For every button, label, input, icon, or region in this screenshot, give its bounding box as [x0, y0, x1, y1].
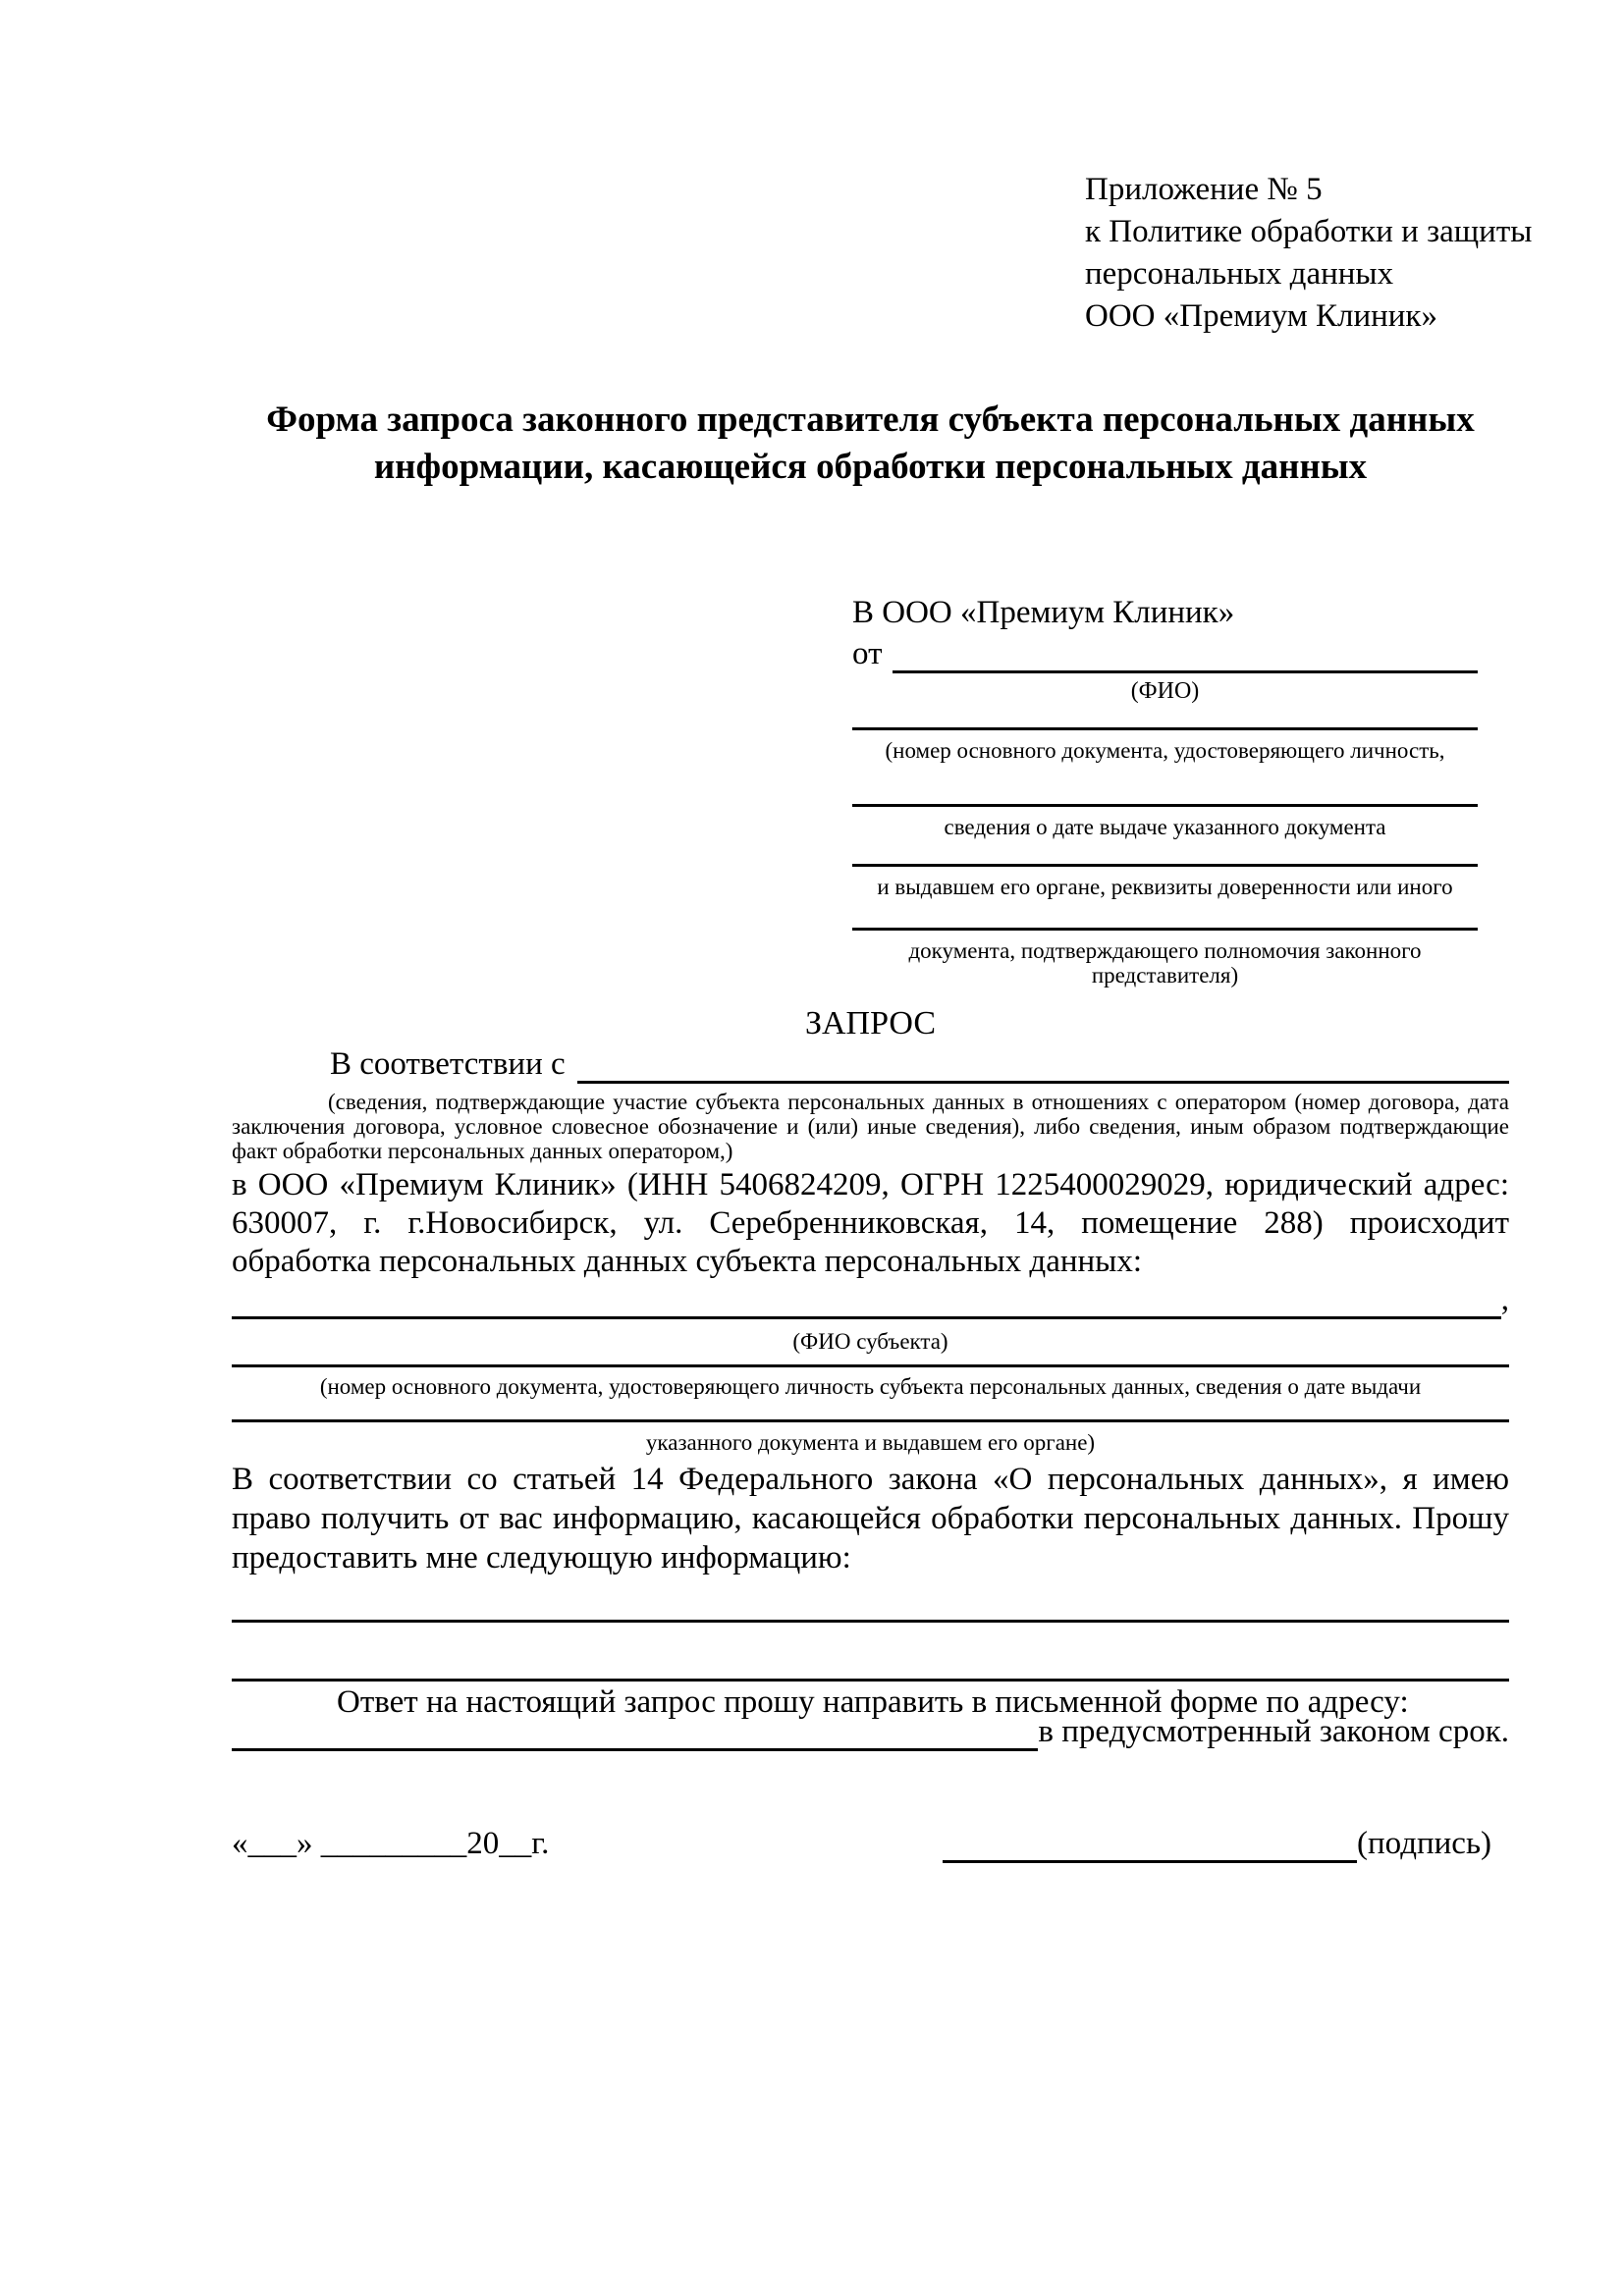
signature-line — [943, 1827, 1357, 1863]
reply-tail: в предусмотренный законом срок. — [1038, 1714, 1509, 1749]
subject-fio-comma: , — [1500, 1282, 1509, 1317]
doc-caption-3: и выдавшем его органе, реквизиты доверенности или иного — [877, 875, 1453, 899]
addressee-from-row — [852, 636, 1478, 673]
blank-line — [232, 1419, 1509, 1422]
answer-blank-line-2 — [232, 1679, 1509, 1682]
appendix-line: к Политике обработки и защиты — [1085, 214, 1533, 249]
subject-doc-caption-1: (номер основного документа, удостоверяющего личность субъекта персональных данных, сведения о дате выдачи — [319, 1374, 1422, 1399]
subject-fio-row — [232, 1282, 1509, 1319]
doc-caption-4: документа, подтверждающего полномочия законного представителя) — [908, 938, 1422, 988]
reply-address-row — [232, 1714, 1509, 1751]
blank-line — [852, 864, 1478, 867]
subject-fio-caption: (ФИО субъекта) — [792, 1329, 948, 1354]
from-label: от — [852, 636, 883, 671]
operator-paragraph: в ООО «Премиум Клиник» (ИНН 5406824209, ОГРН 1225400029029, юридический адрес: 630007, г. г.Новосибирск, ул. Серебренниковская, 14, помещение 288) происходит обработка персональных данных субъекта персональных данных: — [232, 1167, 1509, 1279]
intro-fill-line — [577, 1081, 1509, 1084]
reply-address-line — [232, 1748, 1038, 1751]
fio-caption: (ФИО) — [1130, 678, 1200, 704]
signature-group — [943, 1824, 1491, 1863]
addressee-to: В ООО «Премиум Клиник» — [852, 595, 1235, 630]
appendix-line: персональных данных — [1085, 256, 1394, 292]
doc-caption-2: сведения о дате выдаче указанного документа — [944, 815, 1386, 839]
signature-caption: (подпись) — [1357, 1826, 1491, 1861]
subject-doc-caption-2: указанного документа и выдавшем его органе) — [645, 1430, 1096, 1455]
reply-sentence: Ответ на настоящий запрос прошу направить в письменной форме по адресу: — [337, 1684, 1409, 1720]
appendix-note — [1085, 169, 1546, 338]
date-field: «___» _________20__г. — [232, 1826, 550, 1861]
doc-caption-1: (номер основного документа, удостоверяющего личность, — [885, 738, 1445, 763]
answer-blank-line-1 — [232, 1620, 1509, 1623]
from-fill-line — [893, 670, 1479, 673]
appendix-line: ООО «Премиум Клиник» — [1085, 298, 1437, 334]
subject-fio-line — [232, 1316, 1501, 1319]
law-paragraph: В соответствии со статьей 14 Федерального закона «О персональных данных», я имею право получить от вас информацию, касающейся обработки персональных данных. Прошу предоставить мне следующую информацию: — [232, 1462, 1509, 1575]
intro-label: В соответствии с — [330, 1046, 566, 1082]
blank-line — [232, 1364, 1509, 1367]
footer-row — [232, 1824, 1509, 1863]
intro-caption: (сведения, подтверждающие участие субъекта персональных данных в отношениях с оператором (номер договора, дата заключения договора, условное словесное обозначение и (или) иные сведения), либо сведения, иным образом подтверждающие факт обработки персональных данных оператором,) — [232, 1090, 1509, 1163]
blank-line — [852, 804, 1478, 807]
form-title-line: Форма запроса законного представителя субъекта персональных данных — [266, 400, 1475, 440]
blank-line — [852, 727, 1478, 730]
form-title-line: информации, касающейся обработки персональных данных — [373, 447, 1368, 487]
form-title — [232, 397, 1509, 491]
request-heading: ЗАПРОС — [804, 1005, 937, 1041]
intro-row — [232, 1048, 1509, 1084]
appendix-line: Приложение № 5 — [1085, 172, 1323, 207]
blank-line — [852, 928, 1478, 931]
